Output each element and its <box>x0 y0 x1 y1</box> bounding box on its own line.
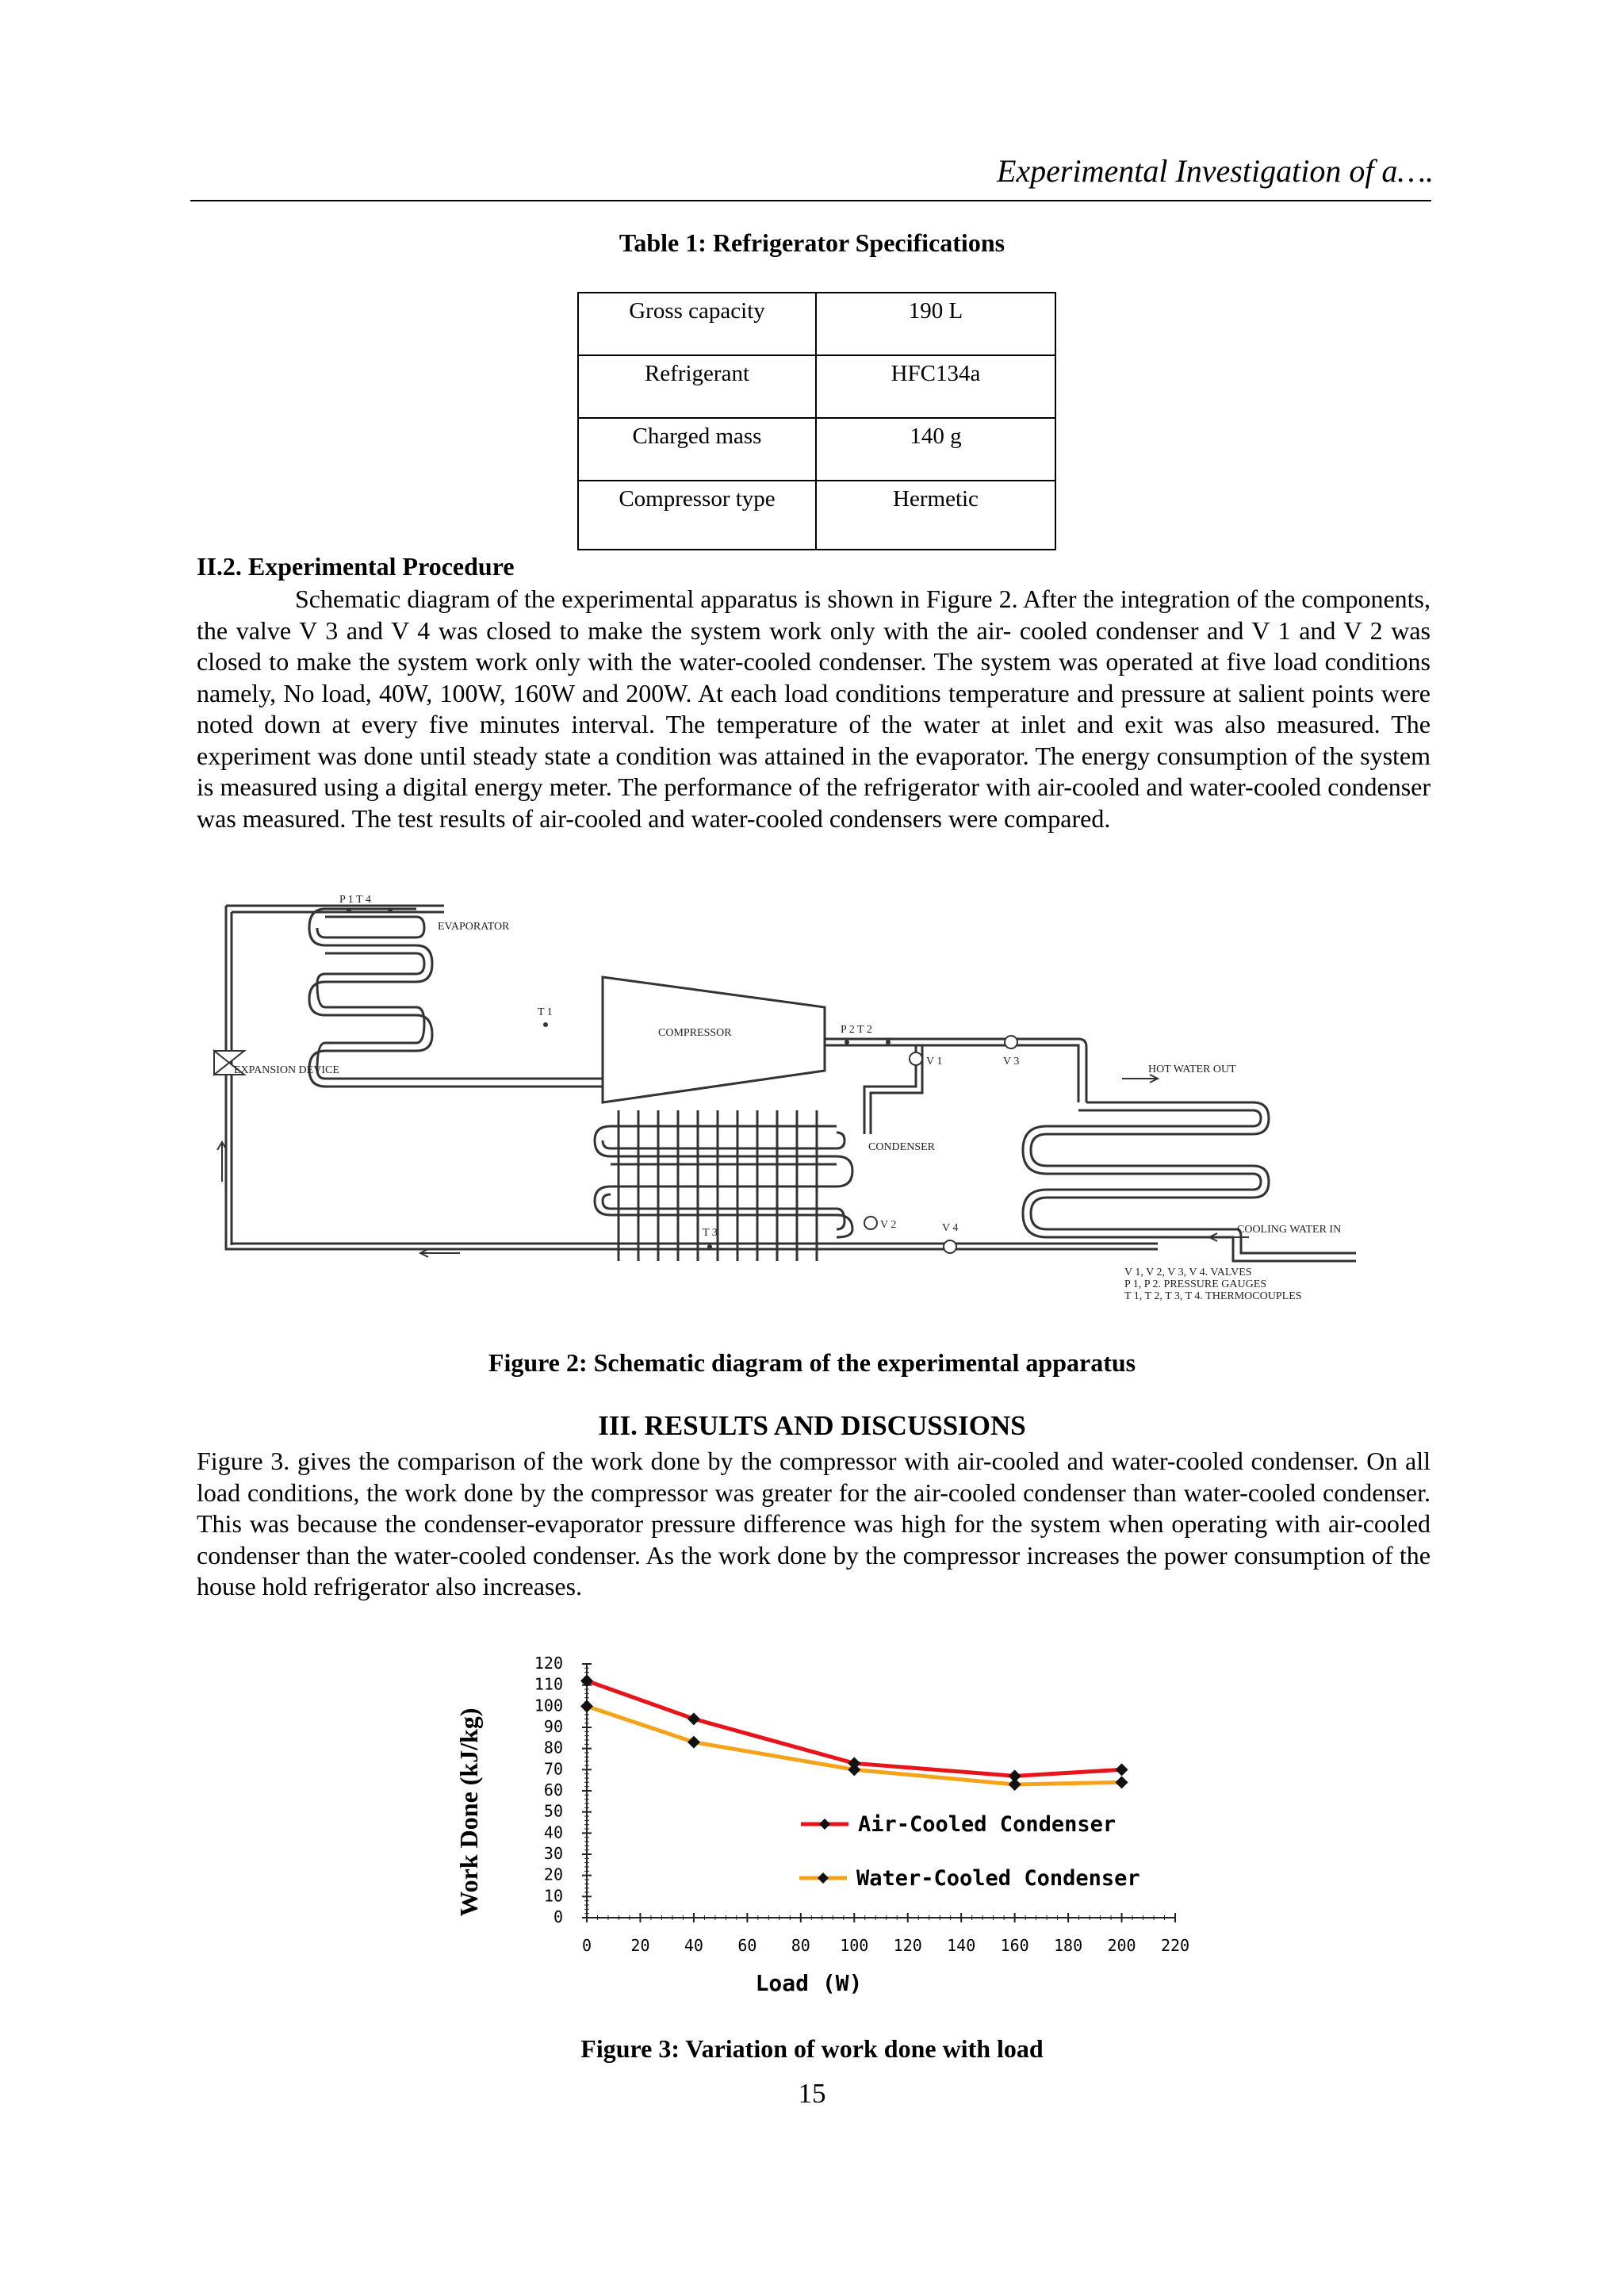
legend-valves: V 1, V 2, V 3, V 4. VALVES <box>1124 1267 1252 1278</box>
work-done-chart <box>254 1634 1316 2030</box>
label-v2: V 2 <box>880 1219 897 1231</box>
y-tick-label: 110 <box>534 1674 563 1694</box>
y-tick-label: 60 <box>543 1780 563 1800</box>
data-point <box>688 1736 700 1749</box>
label-t1: T 1 <box>538 1006 553 1018</box>
x-tick-label: 120 <box>893 1936 922 1955</box>
label-v4: V 4 <box>942 1222 959 1234</box>
table-cell: Compressor type <box>578 481 816 550</box>
table-cell: Gross capacity <box>578 293 816 355</box>
y-tick-label: 10 <box>543 1886 563 1906</box>
spec-table <box>577 292 1056 550</box>
x-tick-label: 160 <box>1000 1936 1029 1955</box>
legend-thermocouples: T 1, T 2, T 3, T 4. THERMOCOUPLES <box>1124 1290 1302 1302</box>
label-v3: V 3 <box>1003 1056 1020 1068</box>
valve-v3 <box>1005 1036 1017 1048</box>
y-tick-label: 50 <box>543 1801 563 1821</box>
table-cell: Refrigerant <box>578 355 816 418</box>
y-tick-label: 70 <box>543 1759 563 1779</box>
y-tick-label: 90 <box>543 1717 563 1736</box>
header-rule <box>190 200 1431 201</box>
legend-marker <box>818 1872 829 1884</box>
label-cooling-water: COOLING WATER IN <box>1237 1224 1342 1236</box>
results-heading: III. RESULTS AND DISCUSSIONS <box>598 1410 1026 1441</box>
legend-label: Water-Cooled Condenser <box>856 1866 1140 1891</box>
legend-gauges: P 1, P 2. PRESSURE GAUGES <box>1124 1278 1267 1290</box>
label-hot-water: HOT WATER OUT <box>1148 1064 1236 1075</box>
x-tick-label: 80 <box>791 1936 810 1955</box>
valve-v2 <box>864 1217 877 1229</box>
data-point <box>580 1700 593 1712</box>
results-paragraph: Figure 3. gives the comparison of the work done by the compressor with air-cooled and water-cooled condenser. On all load conditions, the work done by the compressor was greater for the air-cooled condenser than water-cooled condenser. This was because the condenser-evaporator pressure difference was high for the system when operating with air-cooled condenser than the water-cooled condenser. As the work done by the compressor increases the power consumption of the house hold refrigerator also increases. <box>197 1447 1431 1600</box>
figure3-caption: Figure 3: Variation of work done with load <box>580 2034 1044 2063</box>
label-expansion: EXPANSION DEVICE <box>234 1064 339 1076</box>
x-tick-label: 40 <box>684 1936 703 1955</box>
x-tick-label: 220 <box>1160 1936 1190 1955</box>
figure2-caption: Figure 2: Schematic diagram of the experimental apparatus <box>488 1348 1136 1377</box>
y-tick-label: 40 <box>543 1823 563 1842</box>
label-v1: V 1 <box>926 1056 943 1068</box>
table-cell: 140 g <box>816 418 1055 481</box>
y-tick-label: 30 <box>543 1844 563 1863</box>
x-axis-label: Load (W) <box>755 1970 863 1996</box>
legend-marker <box>819 1819 830 1830</box>
label-p1t4: P 1 T 4 <box>339 894 371 906</box>
label-evaporator: EVAPORATOR <box>438 921 510 933</box>
data-point <box>688 1712 700 1725</box>
table-cell: 190 L <box>816 293 1055 355</box>
table-row <box>578 418 1055 481</box>
running-title: Experimental Investigation of a…. <box>996 153 1434 189</box>
table-row <box>578 293 1055 355</box>
x-tick-label: 180 <box>1054 1936 1083 1955</box>
x-tick-label: 20 <box>630 1936 650 1955</box>
table-caption: Table 1: Refrigerator Specifications <box>619 228 1005 257</box>
table-cell: Charged mass <box>578 418 816 481</box>
valve-v1 <box>910 1052 922 1065</box>
valve-v4 <box>944 1240 956 1253</box>
label-compressor: COMPRESSOR <box>658 1027 732 1039</box>
x-tick-label: 100 <box>840 1936 869 1955</box>
y-tick-label: 0 <box>553 1907 563 1926</box>
data-point <box>1116 1776 1128 1788</box>
x-tick-label: 200 <box>1107 1936 1136 1955</box>
table-cell: HFC134a <box>816 355 1055 418</box>
y-axis-label: Work Done (kJ/kg) <box>454 1708 483 1917</box>
x-tick-label: 0 <box>581 1936 592 1955</box>
label-condenser: CONDENSER <box>868 1141 936 1153</box>
table-row <box>578 355 1055 418</box>
y-tick-label: 100 <box>534 1696 563 1715</box>
y-tick-label: 80 <box>543 1738 563 1757</box>
schematic-diagram <box>206 888 1396 1317</box>
table-cell: Hermetic <box>816 481 1055 550</box>
data-point <box>1116 1763 1128 1776</box>
table-row <box>578 481 1055 550</box>
page-number: 15 <box>798 2078 826 2109</box>
x-tick-label: 140 <box>947 1936 976 1955</box>
x-tick-label: 60 <box>737 1936 757 1955</box>
procedure-paragraph <box>197 584 1431 834</box>
y-tick-label: 120 <box>534 1654 563 1673</box>
data-point <box>1009 1778 1021 1791</box>
procedure-text: Schematic diagram of the experimental apparatus is shown in Figure 2. After the integration of the components, the valve V 3 and V 4 was closed to make the system work only with the air- cooled condenser and V 1 and V 2 was closed to make the system work only with the water-cooled condenser. The system was operated at five load conditions namely, No load, 40W, 100W, 160W and 200W. At each load conditions temperature and pressure at salient points were noted down at every five minutes interval. The temperature of the water at inlet and exit was also measured. The experiment was done until steady state a condition was attained in the evaporator. The energy consumption of the system is measured using a digital energy meter. The performance of the refrigerator with air-cooled and water-cooled condenser was measured. The test results of air-cooled and water-cooled condensers were compared. <box>197 585 1431 833</box>
label-p2t2: P 2 T 2 <box>841 1024 872 1036</box>
y-tick-label: 20 <box>543 1865 563 1884</box>
legend-label: Air-Cooled Condenser <box>858 1812 1116 1837</box>
label-t3: T 3 <box>703 1227 718 1239</box>
section-heading: II.2. Experimental Procedure <box>197 552 515 581</box>
